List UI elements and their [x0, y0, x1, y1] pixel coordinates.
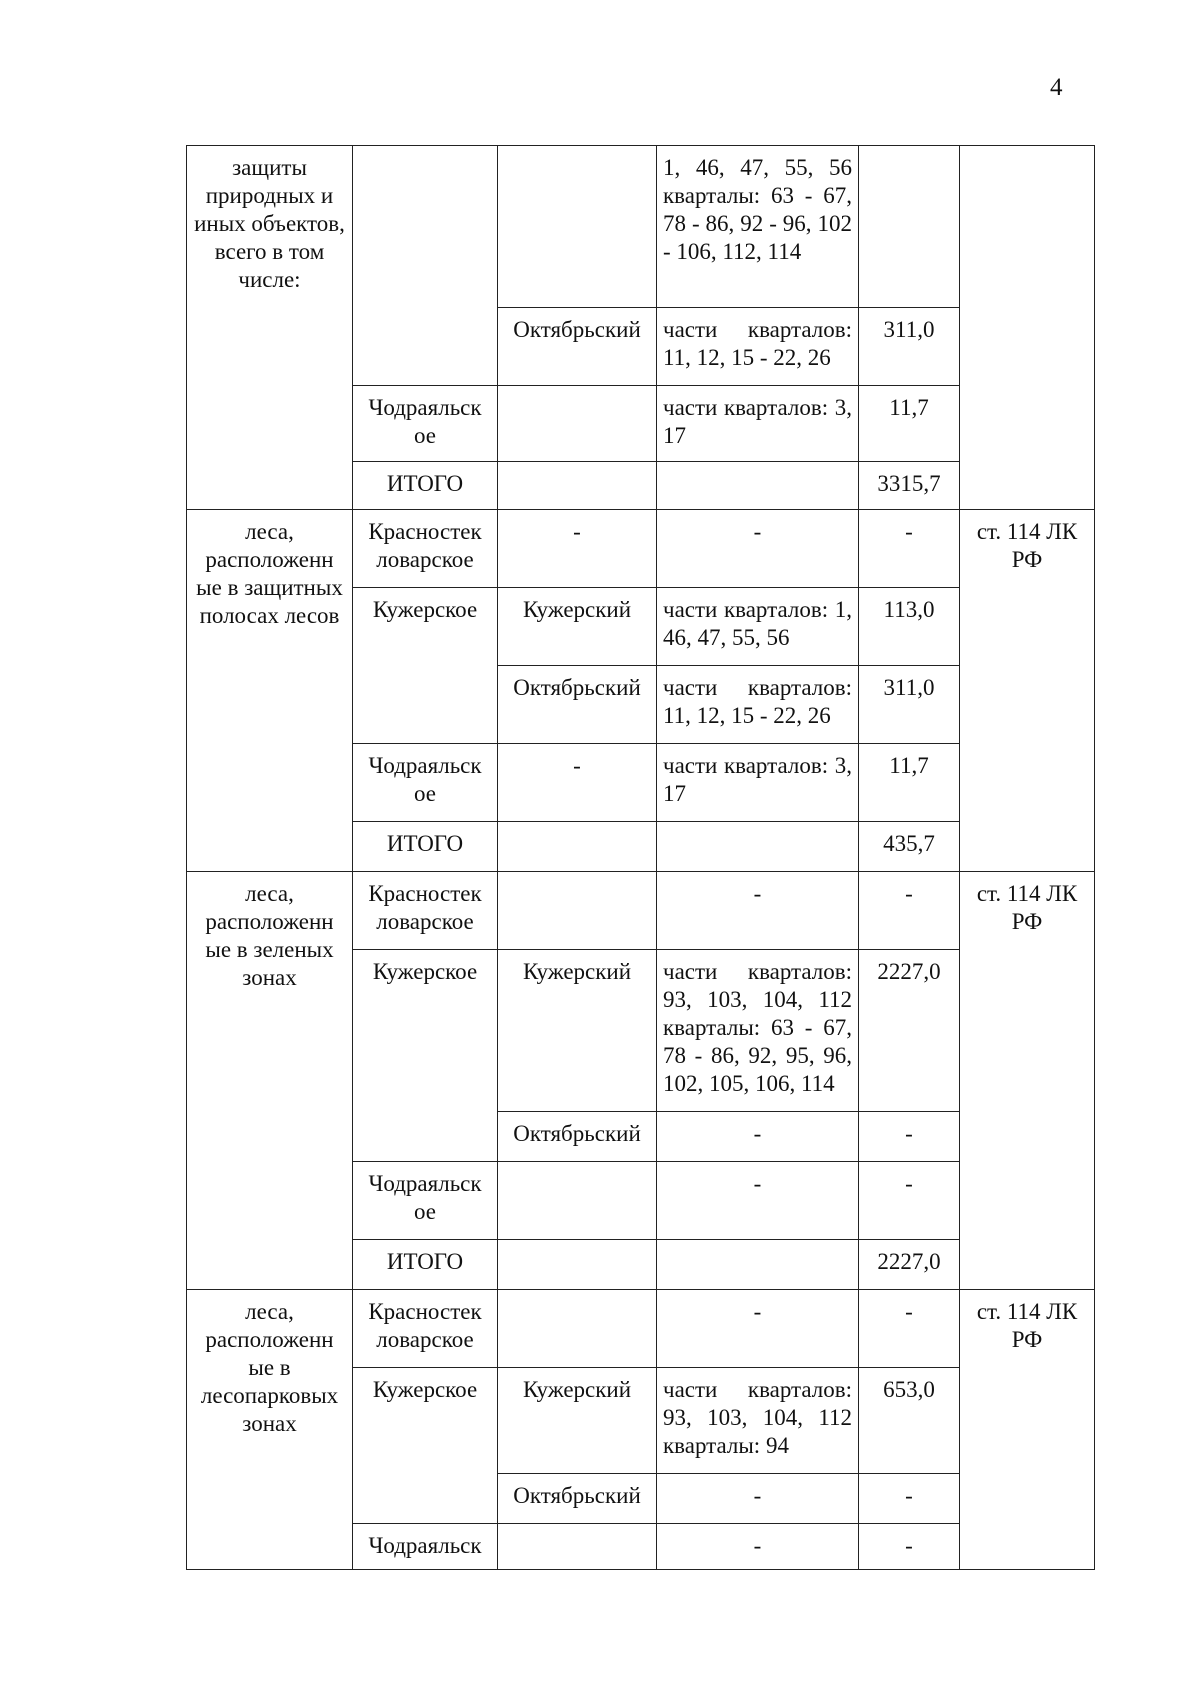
quarters-cell — [657, 1240, 859, 1290]
district-cell — [353, 146, 498, 386]
quarters-cell: - — [657, 1112, 859, 1162]
forest-table — [186, 145, 1095, 1570]
forestry-cell: - — [498, 744, 657, 822]
forestry-cell: - — [498, 510, 657, 588]
area-cell: - — [859, 510, 960, 588]
area-cell: - — [859, 1290, 960, 1368]
forestry-cell — [498, 1162, 657, 1240]
quarters-cell: части кварталов: 93, 103, 104, 112 кварталы: 94 — [657, 1368, 859, 1474]
quarters-cell: части кварталов: 3, 17 — [657, 386, 859, 462]
page-number: 4 — [1050, 74, 1063, 101]
category-cell: защиты природных и иных объектов, всего в том числе: — [187, 146, 353, 510]
quarters-cell: части кварталов: 11, 12, 15 - 22, 26 — [657, 308, 859, 386]
law-cell: ст. 114 ЛК РФ — [960, 510, 1095, 872]
law-cell: ст. 114 ЛК РФ — [960, 872, 1095, 1290]
forestry-cell: Октябрьский — [498, 666, 657, 744]
quarters-cell: 1, 46, 47, 55, 56 кварталы: 63 - 67, 78 - 86, 92 - 96, 102 - 106, 112, 114 — [657, 146, 859, 308]
forestry-cell — [498, 386, 657, 462]
category-cell: леса, расположенн ые в зеленых зонах — [187, 872, 353, 1290]
area-cell: - — [859, 872, 960, 950]
category-cell: леса, расположенн ые в защитных полосах лесов — [187, 510, 353, 872]
total-area-cell: 3315,7 — [859, 462, 960, 510]
area-cell: 311,0 — [859, 666, 960, 744]
table-row — [187, 146, 1095, 308]
table-row — [187, 872, 1095, 950]
quarters-cell — [657, 462, 859, 510]
law-cell — [960, 146, 1095, 510]
forestry-cell — [498, 146, 657, 308]
quarters-cell: - — [657, 510, 859, 588]
district-cell: Чодраяльск ое — [353, 744, 498, 822]
area-cell: - — [859, 1162, 960, 1240]
area-cell: 311,0 — [859, 308, 960, 386]
forestry-cell: Октябрьский — [498, 308, 657, 386]
district-cell: Красностек ловарское — [353, 510, 498, 588]
table-row — [187, 1290, 1095, 1368]
forestry-cell: Октябрьский — [498, 1474, 657, 1524]
forestry-cell: Октябрьский — [498, 1112, 657, 1162]
district-cell: Красностек ловарское — [353, 872, 498, 950]
area-cell: 11,7 — [859, 386, 960, 462]
area-cell: 113,0 — [859, 588, 960, 666]
forestry-cell — [498, 1524, 657, 1570]
forestry-cell: Кужерский — [498, 950, 657, 1112]
total-label-cell: ИТОГО — [353, 462, 498, 510]
forestry-cell: Кужерский — [498, 1368, 657, 1474]
district-cell: Чодраяльск ое — [353, 1162, 498, 1240]
quarters-cell: части кварталов: 11, 12, 15 - 22, 26 — [657, 666, 859, 744]
district-cell: Кужерское — [353, 950, 498, 1162]
quarters-cell: - — [657, 1524, 859, 1570]
area-cell: 11,7 — [859, 744, 960, 822]
district-cell: Чодраяльск — [353, 1524, 498, 1570]
total-label-cell: ИТОГО — [353, 822, 498, 872]
area-cell: - — [859, 1112, 960, 1162]
forestry-cell — [498, 1290, 657, 1368]
district-cell: Кужерское — [353, 1368, 498, 1524]
area-cell: 653,0 — [859, 1368, 960, 1474]
quarters-cell: - — [657, 1290, 859, 1368]
forestry-cell — [498, 1240, 657, 1290]
forestry-cell: Кужерский — [498, 588, 657, 666]
quarters-cell: части кварталов: 93, 103, 104, 112 кварталы: 63 - 67, 78 - 86, 92, 95, 96, 102, 105, 106, 114 — [657, 950, 859, 1112]
district-cell: Чодраяльск ое — [353, 386, 498, 462]
district-cell: Красностек ловарское — [353, 1290, 498, 1368]
table-row — [187, 510, 1095, 588]
quarters-cell: - — [657, 1474, 859, 1524]
category-cell: леса, расположенн ые в лесопарковых зонах — [187, 1290, 353, 1570]
area-cell — [859, 146, 960, 308]
area-cell: - — [859, 1524, 960, 1570]
quarters-cell: - — [657, 872, 859, 950]
area-cell: - — [859, 1474, 960, 1524]
forestry-cell — [498, 822, 657, 872]
area-cell: 2227,0 — [859, 950, 960, 1112]
quarters-cell — [657, 822, 859, 872]
quarters-cell: части кварталов: 3, 17 — [657, 744, 859, 822]
forestry-cell — [498, 462, 657, 510]
total-area-cell: 435,7 — [859, 822, 960, 872]
forestry-cell — [498, 872, 657, 950]
quarters-cell: - — [657, 1162, 859, 1240]
quarters-cell: части кварталов: 1, 46, 47, 55, 56 — [657, 588, 859, 666]
total-area-cell: 2227,0 — [859, 1240, 960, 1290]
total-label-cell: ИТОГО — [353, 1240, 498, 1290]
district-cell: Кужерское — [353, 588, 498, 744]
law-cell: ст. 114 ЛК РФ — [960, 1290, 1095, 1570]
